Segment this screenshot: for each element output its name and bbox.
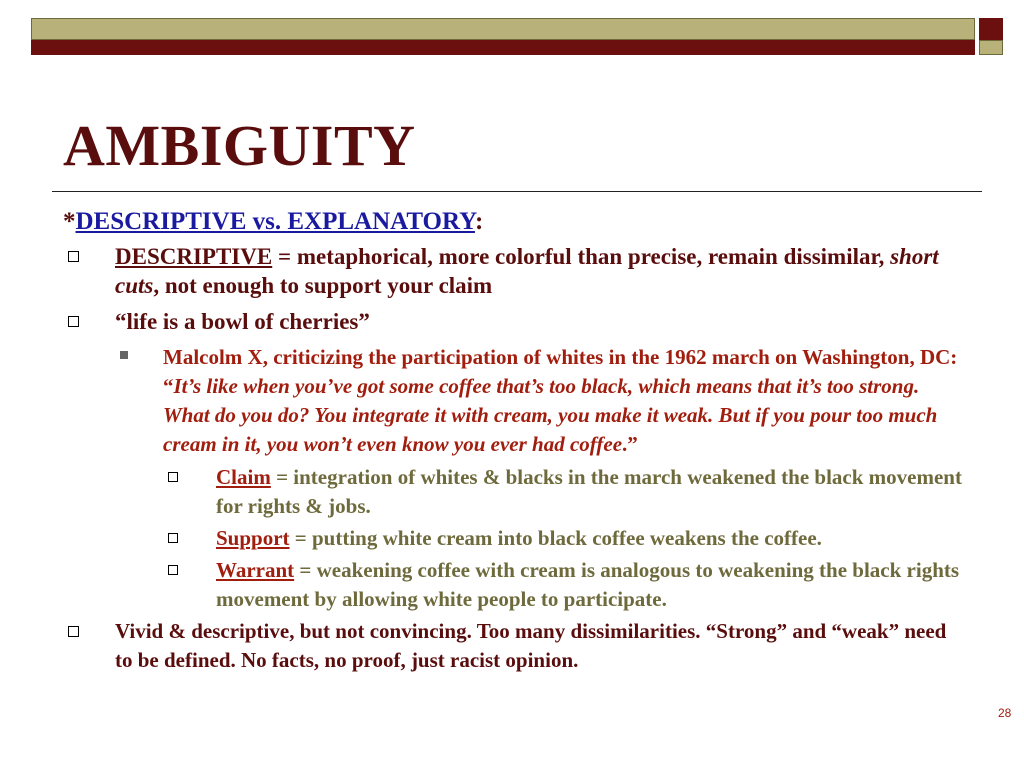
bullet-square-icon xyxy=(68,251,79,262)
header-corner-block xyxy=(979,18,1003,56)
bullet-malcolm-quote xyxy=(63,343,963,459)
claim-term: Claim xyxy=(216,465,271,489)
quote-end: .” xyxy=(622,432,638,456)
slide-content xyxy=(63,208,963,675)
header-bar-olive xyxy=(31,18,975,40)
bullet-warrant xyxy=(63,556,963,614)
warrant-term: Warrant xyxy=(216,558,295,582)
bullet-square-icon xyxy=(68,316,79,327)
page-number: 28 xyxy=(998,706,1012,720)
title-divider xyxy=(52,191,982,192)
bullet-descriptive xyxy=(63,242,963,300)
short-cuts-text: short cuts xyxy=(115,244,939,298)
bullet-cherries xyxy=(63,307,963,336)
quote-intro: Malcolm X, criticizing the participation of whites in the 1962 march on Washington, DC: “ xyxy=(163,345,958,398)
descriptive-text: = metaphorical, more colorful than precise, remain dissimilar, xyxy=(272,244,891,269)
support-term: Support xyxy=(216,526,290,550)
bullet-filled-square-icon xyxy=(120,351,128,359)
bullet-support xyxy=(63,524,963,553)
bullet-square-icon xyxy=(168,565,178,575)
warrant-text: = weakening coffee with cream is analogous to weakening the black rights movement by allowing white people to participate. xyxy=(216,558,960,611)
subheading xyxy=(63,208,963,236)
bullet-claim xyxy=(63,463,963,521)
descriptive-term: DESCRIPTIVE xyxy=(115,244,273,269)
bullet-square-icon xyxy=(168,472,178,482)
subheading-prefix: * xyxy=(63,208,76,235)
slide-title: AMBIGUITY xyxy=(63,113,416,178)
conclusion-text: Vivid & descriptive, but not convincing. Too many dissimilarities. “Strong” and “weak” need to be defined. No facts, no proof, just racist opinion. xyxy=(115,619,947,672)
support-text: = putting white cream into black coffee weakens the coffee. xyxy=(289,526,822,550)
claim-text: = integration of whites & blacks in the march weakened the black movement for rights & jobs. xyxy=(216,465,962,518)
corner-maroon xyxy=(979,18,1003,40)
header-bar xyxy=(31,18,975,56)
cherries-text: “life is a bowl of cherries” xyxy=(115,309,370,334)
descriptive-text-end: , not enough to support your claim xyxy=(153,273,493,298)
bullet-square-icon xyxy=(168,533,178,543)
bullet-square-icon xyxy=(68,626,79,637)
subheading-link[interactable]: DESCRIPTIVE vs. EXPLANATORY xyxy=(75,208,475,235)
subheading-suffix: : xyxy=(474,208,484,235)
corner-olive xyxy=(979,40,1003,55)
header-bar-maroon xyxy=(31,40,975,55)
bullet-conclusion xyxy=(63,617,963,675)
quote-italic: It’s like when you’ve got some coffee that’s too black, which means that it’s too strong. What do you do? You integrate it with cream, you make it weak. But if you pour too much cream in it, you won’t even know you ever had coffee xyxy=(163,374,938,456)
